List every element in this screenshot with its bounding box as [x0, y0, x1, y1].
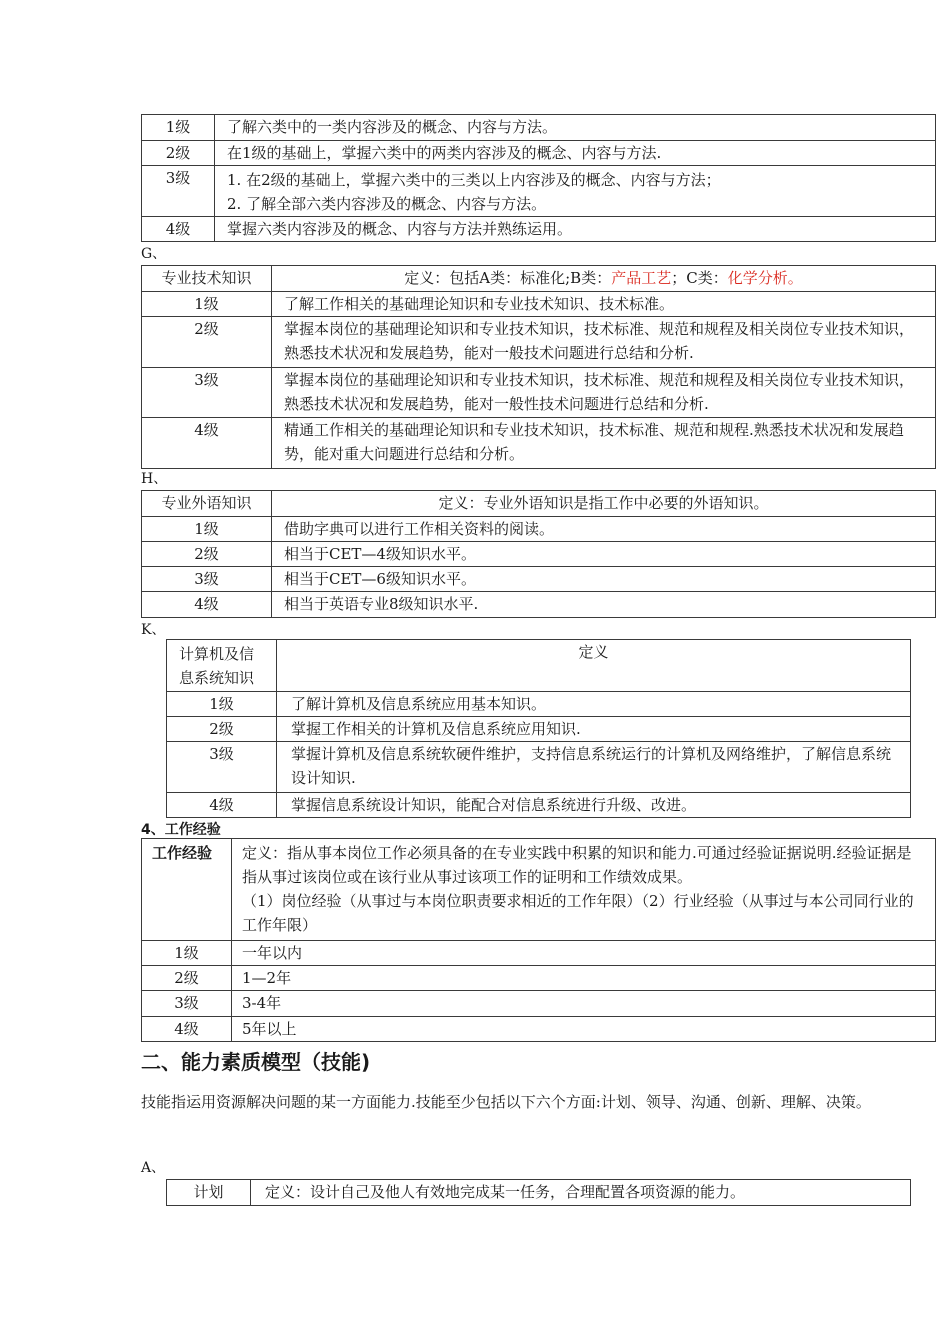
definition-cell: 定义：设计自己及他人有效地完成某一任务，合理配置各项资源的能力。 — [251, 1180, 911, 1206]
section-label-a: A、 — [141, 1160, 166, 1176]
table-row — [142, 941, 936, 966]
table-header-row — [142, 266, 936, 292]
description-cell: 借助字典可以进行工作相关资料的阅读。 — [272, 517, 936, 542]
level-cell: 1级 — [167, 692, 277, 717]
level-cell: 1级 — [142, 292, 272, 317]
table-row — [142, 166, 936, 217]
description-cell: 1—2年 — [232, 966, 936, 991]
level-cell: 3级 — [142, 991, 232, 1017]
table-h — [141, 490, 936, 618]
table-work-experience — [141, 838, 936, 1042]
level-cell: 3级 — [142, 368, 272, 418]
description-cell: 相当于CET—6级知识水平。 — [272, 567, 936, 592]
level-cell: 2级 — [142, 317, 272, 368]
table-row — [142, 1017, 936, 1042]
description-cell: 掌握本岗位的基础理论知识和专业技术知识，技术标准、规范和规程及相关岗位专业技术知识，熟悉技术状况和发展趋势，能对一般性技术问题进行总结和分析. — [272, 368, 936, 418]
description-cell: 了解六类中的一类内容涉及的概念、内容与方法。 — [215, 115, 936, 141]
table-f — [141, 114, 936, 242]
table-row — [142, 991, 936, 1017]
description-cell: 5年以上 — [232, 1017, 936, 1042]
header-cell: 专业外语知识 — [142, 491, 272, 517]
list-item: 1. 在2级的基础上，掌握六类中的三类以上内容涉及的概念、内容与方法； — [227, 171, 721, 189]
description-cell: 3-4年 — [232, 991, 936, 1017]
level-cell: 3级 — [142, 166, 215, 217]
level-cell: 4级 — [142, 1017, 232, 1042]
table-row — [142, 517, 936, 542]
table-row — [142, 966, 936, 991]
table-row — [142, 368, 936, 418]
table-header-row — [142, 839, 936, 941]
header-cell: 工作经验 — [142, 839, 232, 941]
level-cell: 1级 — [142, 115, 215, 141]
description-cell: 掌握工作相关的计算机及信息系统应用知识. — [277, 717, 911, 742]
level-cell: 1级 — [142, 517, 272, 542]
definition-cell — [232, 839, 936, 941]
level-cell: 2级 — [142, 141, 215, 166]
level-cell: 4级 — [142, 217, 215, 242]
table-row — [142, 542, 936, 567]
level-cell: 2级 — [167, 717, 277, 742]
table-header-row — [167, 640, 911, 692]
table-header-row — [167, 1180, 911, 1206]
description-cell: 掌握计算机及信息系统软硬件维护，支持信息系统运行的计算机及网络维护，了解信息系统设计知识. — [277, 742, 911, 793]
section-heading: 二、能力素质模型（技能) — [141, 1050, 371, 1074]
definition-cell — [272, 266, 936, 292]
table-row — [167, 793, 911, 818]
table-row — [142, 592, 936, 618]
description-cell: 掌握本岗位的基础理论知识和专业技术知识，技术标准、规范和规程及相关岗位专业技术知识，熟悉技术状况和发展趋势，能对一般技术问题进行总结和分析. — [272, 317, 936, 368]
level-cell: 3级 — [167, 742, 277, 793]
table-row — [142, 217, 936, 242]
description-cell: 在1级的基础上，掌握六类中的两类内容涉及的概念、内容与方法. — [215, 141, 936, 166]
definition-text: ；C类： — [671, 269, 728, 287]
definition-cell: 定义 — [277, 640, 911, 692]
table-header-row — [142, 491, 936, 517]
definition-text: （1）岗位经验（从事过与本岗位职责要求相近的工作年限）（2）行业经验（从事过与本公司同行业的工作年限） — [242, 892, 914, 934]
table-row — [142, 567, 936, 592]
level-cell: 4级 — [142, 418, 272, 469]
level-cell: 1级 — [142, 941, 232, 966]
description-cell: 相当于英语专业8级知识水平. — [272, 592, 936, 618]
description-cell: 精通工作相关的基础理论知识和专业技术知识，技术标准、规范和规程.熟悉技术状况和发展趋势，能对重大问题进行总结和分析。 — [272, 418, 936, 469]
table-row — [167, 692, 911, 717]
table-row — [167, 717, 911, 742]
table-row — [142, 317, 936, 368]
table-row — [167, 742, 911, 793]
description-cell: 了解工作相关的基础理论知识和专业技术知识、技术标准。 — [272, 292, 936, 317]
table-row — [142, 418, 936, 469]
description-cell: 掌握六类内容涉及的概念、内容与方法并熟练运用。 — [215, 217, 936, 242]
intro-paragraph: 技能指运用资源解决问题的某一方面能力.技能至少包括以下六个方面:计划、领导、沟通、创新、理解、决策。 — [141, 1093, 871, 1111]
definition-highlight: 产品工艺 — [611, 269, 672, 287]
level-cell: 4级 — [167, 793, 277, 818]
table-g — [141, 265, 936, 469]
definition-text: 定义：指从事本岗位工作必须具备的在专业实践中积累的知识和能力.可通过经验证据说明.经验证据是指从事过该岗位或在该行业从事过该项工作的证明和工作绩效成果。 — [242, 844, 912, 886]
description-cell: 一年以内 — [232, 941, 936, 966]
description-cell: 掌握信息系统设计知识，能配合对信息系统进行升级、改进。 — [277, 793, 911, 818]
definition-text: 定义：包括A类：标准化;B类： — [404, 269, 612, 287]
section-label-g: G、 — [141, 246, 167, 262]
section-label-k: K、 — [141, 622, 166, 638]
level-cell: 2级 — [142, 966, 232, 991]
header-cell: 专业技术知识 — [142, 266, 272, 292]
list-item: 2. 了解全部六类内容涉及的概念、内容与方法。 — [227, 195, 547, 213]
definition-cell: 定义：专业外语知识是指工作中必要的外语知识。 — [272, 491, 936, 517]
section-label-h: H、 — [141, 471, 168, 487]
header-cell: 计划 — [167, 1180, 251, 1206]
level-cell: 4级 — [142, 592, 272, 618]
table-row — [142, 115, 936, 141]
definition-highlight: 化学分析。 — [727, 269, 803, 287]
description-cell: 了解计算机及信息系统应用基本知识。 — [277, 692, 911, 717]
description-cell — [215, 166, 936, 217]
section-label-4: 4、工作经验 — [141, 822, 221, 838]
header-cell: 计算机及信息系统知识 — [167, 640, 277, 692]
level-cell: 3级 — [142, 567, 272, 592]
level-cell: 2级 — [142, 542, 272, 567]
table-row — [142, 141, 936, 166]
table-k — [166, 639, 911, 818]
table-row — [142, 292, 936, 317]
table-plan — [166, 1179, 911, 1206]
description-cell: 相当于CET—4级知识水平。 — [272, 542, 936, 567]
